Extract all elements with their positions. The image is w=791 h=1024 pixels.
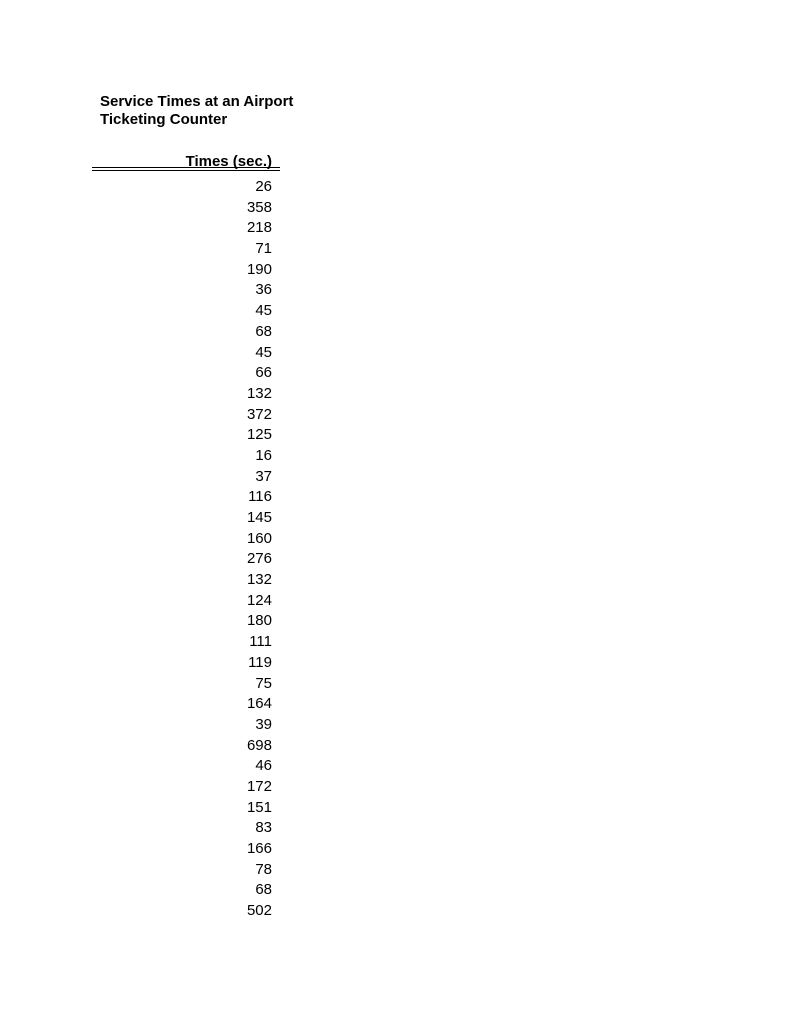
title-line-2: Ticketing Counter — [100, 111, 228, 128]
table-cell-time: 125 — [246, 426, 272, 444]
table-cell-time: 164 — [246, 695, 272, 713]
table-cell-time: 132 — [246, 384, 272, 402]
table-cell-time: 180 — [246, 612, 272, 630]
table-cell-time: 45 — [255, 302, 272, 320]
column-header-times: Times (sec.) — [92, 153, 280, 171]
table-cell-time: 37 — [255, 467, 272, 485]
table-cell-time: 276 — [246, 550, 272, 568]
table-cell-time: 119 — [248, 653, 272, 671]
table-cell-time: 372 — [246, 405, 272, 423]
table-cell-time: 78 — [255, 860, 272, 878]
title-line-1: Service Times at an Airport — [100, 93, 294, 110]
table-cell-time: 68 — [255, 322, 272, 340]
table-cell-time: 116 — [248, 488, 272, 506]
table-cell-time: 502 — [246, 902, 272, 920]
table-cell-time: 166 — [246, 840, 272, 857]
table-cell-time: 218 — [246, 219, 272, 237]
table-cell-time: 39 — [255, 715, 272, 733]
table-cell-time: 45 — [255, 343, 272, 361]
table-cell-time: 132 — [246, 571, 272, 589]
table-cell-time: 71 — [255, 240, 272, 258]
table-cell-time: 698 — [246, 736, 272, 754]
table-cell-time: 172 — [246, 777, 272, 795]
table-cell-time: 151 — [246, 798, 272, 816]
table-cell-time: 160 — [246, 529, 272, 547]
table-cell-time: 36 — [255, 281, 272, 299]
table-cell-time: 75 — [255, 674, 272, 692]
table-cell-time: 16 — [255, 446, 272, 464]
table-cell-time: 124 — [246, 591, 272, 609]
table-cell-time: 358 — [246, 198, 272, 216]
table-cell-time: 68 — [255, 881, 272, 899]
table-cell-time: 83 — [255, 819, 272, 837]
table-cell-time: 111 — [249, 633, 272, 651]
table-cell-time: 26 — [255, 178, 272, 195]
times-column — [92, 177, 280, 922]
table-cell-time: 190 — [246, 260, 272, 278]
table-cell-time: 145 — [246, 509, 272, 526]
table-cell-time: 66 — [255, 364, 272, 382]
page-title — [100, 93, 293, 129]
table-cell-time: 46 — [255, 757, 272, 775]
